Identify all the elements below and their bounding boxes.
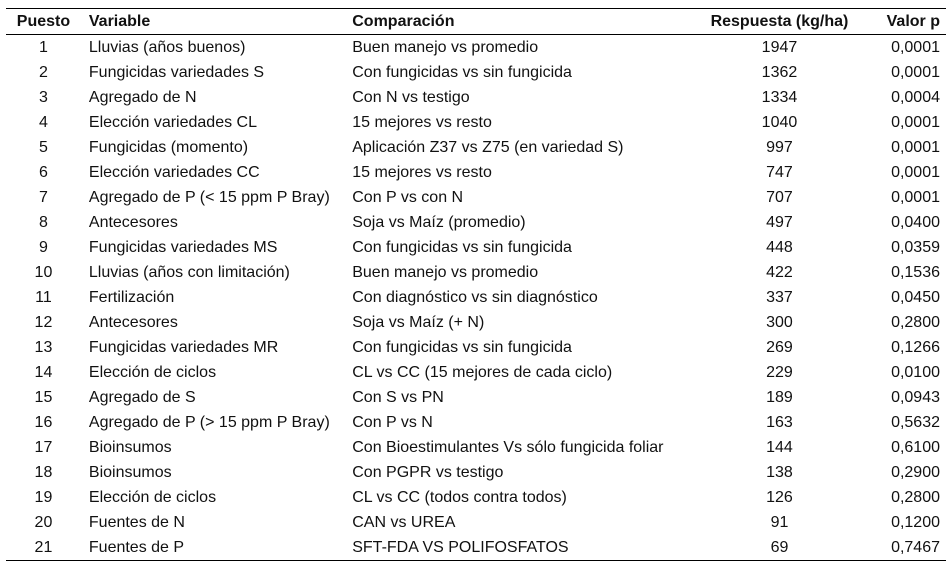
cell-rank: 20 bbox=[34, 513, 53, 531]
cell-comparison: Buen manejo vs promedio bbox=[352, 38, 539, 56]
cell-rank: 5 bbox=[38, 138, 48, 156]
cell-pvalue: 0,6100 bbox=[891, 438, 940, 456]
table-row bbox=[6, 160, 946, 185]
cell-comparison: Con diagnóstico vs sin diagnóstico bbox=[352, 288, 598, 306]
cell-variable: Elección de ciclos bbox=[88, 363, 217, 381]
table-row bbox=[6, 260, 946, 285]
cell-pvalue: 0,0001 bbox=[891, 163, 940, 181]
table-row bbox=[6, 510, 946, 535]
cell-rank: 18 bbox=[34, 463, 53, 481]
cell-response: 300 bbox=[766, 313, 793, 331]
cell-variable: Agregado de P (< 15 ppm P Bray) bbox=[88, 188, 330, 206]
cell-comparison: Con N vs testigo bbox=[352, 88, 470, 106]
cell-rank: 19 bbox=[34, 488, 53, 506]
cell-rank: 21 bbox=[34, 538, 53, 556]
cell-response: 1947 bbox=[761, 38, 798, 56]
cell-rank: 11 bbox=[35, 288, 52, 306]
table-row bbox=[6, 435, 946, 460]
table-row bbox=[6, 235, 946, 260]
cell-pvalue: 0,0943 bbox=[891, 388, 940, 406]
cell-variable: Antecesores bbox=[88, 313, 178, 331]
cell-response: 69 bbox=[770, 538, 789, 556]
cell-response: 144 bbox=[766, 438, 793, 456]
cell-comparison: Con fungicidas vs sin fungicida bbox=[352, 338, 572, 356]
cell-comparison: Con P vs N bbox=[352, 413, 433, 431]
cell-comparison: Con P vs con N bbox=[352, 188, 464, 206]
cell-variable: Elección de ciclos bbox=[88, 488, 217, 506]
cell-variable: Lluvias (años buenos) bbox=[88, 38, 246, 56]
cell-comparison: Buen manejo vs promedio bbox=[352, 263, 539, 281]
cell-comparison: Con fungicidas vs sin fungicida bbox=[352, 238, 572, 256]
cell-response: 997 bbox=[766, 138, 793, 156]
table-row bbox=[6, 185, 946, 210]
cell-pvalue: 0,0001 bbox=[891, 138, 940, 156]
table-row bbox=[6, 310, 946, 335]
cell-variable: Bioinsumos bbox=[88, 438, 172, 456]
cell-response: 269 bbox=[766, 338, 793, 356]
cell-response: 229 bbox=[766, 363, 793, 381]
cell-comparison: Con S vs PN bbox=[352, 388, 444, 406]
table-row bbox=[6, 485, 946, 510]
cell-variable: Fertilización bbox=[88, 288, 175, 306]
cell-comparison: Soja vs Maíz (promedio) bbox=[352, 213, 526, 231]
table-row bbox=[6, 535, 946, 561]
table-row bbox=[6, 360, 946, 385]
cell-comparison: 15 mejores vs resto bbox=[352, 113, 492, 131]
cell-pvalue: 0,0001 bbox=[891, 38, 940, 56]
cell-pvalue: 0,0359 bbox=[891, 238, 940, 256]
cell-pvalue: 0,2900 bbox=[891, 463, 940, 481]
cell-pvalue: 0,0450 bbox=[891, 288, 940, 306]
cell-rank: 3 bbox=[38, 88, 48, 106]
cell-rank: 9 bbox=[38, 238, 48, 256]
cell-rank: 13 bbox=[34, 338, 53, 356]
table-row bbox=[6, 135, 946, 160]
cell-response: 422 bbox=[766, 263, 793, 281]
cell-comparison: Aplicación Z37 vs Z75 (en variedad S) bbox=[352, 138, 624, 156]
cell-comparison: Con PGPR vs testigo bbox=[352, 463, 504, 481]
table-row bbox=[6, 335, 946, 360]
cell-variable: Fungicidas variedades MR bbox=[88, 338, 279, 356]
cell-variable: Bioinsumos bbox=[88, 463, 172, 481]
cell-response: 1334 bbox=[761, 88, 798, 106]
header-row bbox=[6, 9, 946, 35]
cell-rank: 12 bbox=[34, 313, 53, 331]
cell-response: 1362 bbox=[761, 63, 798, 81]
cell-response: 497 bbox=[766, 213, 793, 231]
cell-rank: 10 bbox=[34, 263, 53, 281]
cell-rank: 2 bbox=[38, 63, 48, 81]
cell-comparison: CAN vs UREA bbox=[352, 513, 456, 531]
cell-variable: Lluvias (años con limitación) bbox=[88, 263, 290, 281]
header-pvalue: Valor p bbox=[886, 12, 940, 30]
header-rank: Puesto bbox=[16, 12, 71, 30]
cell-rank: 14 bbox=[34, 363, 53, 381]
cell-pvalue: 0,7467 bbox=[891, 538, 940, 556]
table-row bbox=[6, 410, 946, 435]
cell-rank: 6 bbox=[38, 163, 48, 181]
cell-response: 189 bbox=[766, 388, 793, 406]
cell-variable: Elección variedades CL bbox=[88, 113, 257, 131]
cell-response: 747 bbox=[766, 163, 793, 181]
cell-variable: Fuentes de P bbox=[88, 538, 185, 556]
table-header bbox=[6, 9, 946, 35]
cell-rank: 4 bbox=[38, 113, 48, 131]
cell-response: 1040 bbox=[761, 113, 798, 131]
cell-pvalue: 0,0001 bbox=[891, 113, 940, 131]
cell-variable: Agregado de P (> 15 ppm P Bray) bbox=[88, 413, 330, 431]
table-row bbox=[6, 460, 946, 485]
cell-pvalue: 0,2800 bbox=[891, 313, 940, 331]
cell-rank: 17 bbox=[34, 438, 53, 456]
header-variable: Variable bbox=[88, 12, 151, 30]
cell-variable: Agregado de S bbox=[88, 388, 196, 406]
cell-response: 126 bbox=[766, 488, 793, 506]
cell-pvalue: 0,1200 bbox=[891, 513, 940, 531]
results-table bbox=[6, 8, 946, 561]
cell-pvalue: 0,0001 bbox=[891, 63, 940, 81]
cell-response: 707 bbox=[766, 188, 793, 206]
cell-pvalue: 0,1266 bbox=[891, 338, 940, 356]
cell-pvalue: 0,0004 bbox=[891, 88, 940, 106]
cell-comparison: CL vs CC (todos contra todos) bbox=[352, 488, 567, 506]
cell-comparison: Soja vs Maíz (+ N) bbox=[352, 313, 485, 331]
cell-response: 138 bbox=[766, 463, 793, 481]
cell-rank: 8 bbox=[38, 213, 48, 231]
cell-variable: Fungicidas variedades S bbox=[88, 63, 265, 81]
cell-pvalue: 0,0400 bbox=[891, 213, 940, 231]
cell-variable: Elección variedades CC bbox=[88, 163, 260, 181]
header-response: Respuesta (kg/ha) bbox=[710, 12, 849, 30]
cell-pvalue: 0,2800 bbox=[891, 488, 940, 506]
cell-rank: 15 bbox=[34, 388, 53, 406]
cell-pvalue: 0,5632 bbox=[891, 413, 940, 431]
cell-pvalue: 0,0001 bbox=[891, 188, 940, 206]
cell-comparison: Con fungicidas vs sin fungicida bbox=[352, 63, 572, 81]
cell-variable: Fungicidas variedades MS bbox=[88, 238, 278, 256]
table-row bbox=[6, 285, 946, 310]
cell-variable: Fungicidas (momento) bbox=[88, 138, 249, 156]
header-comparison: Comparación bbox=[352, 12, 455, 30]
table-row bbox=[6, 85, 946, 110]
cell-pvalue: 0,1536 bbox=[891, 263, 940, 281]
cell-response: 337 bbox=[766, 288, 793, 306]
cell-variable: Fuentes de N bbox=[88, 513, 185, 531]
table-body bbox=[6, 35, 946, 561]
table-row bbox=[6, 385, 946, 410]
cell-rank: 16 bbox=[34, 413, 53, 431]
cell-response: 91 bbox=[770, 513, 789, 531]
cell-variable: Agregado de N bbox=[88, 88, 197, 106]
cell-comparison: SFT-FDA VS POLIFOSFATOS bbox=[352, 538, 569, 556]
table-row bbox=[6, 35, 946, 61]
table-row bbox=[6, 210, 946, 235]
table-row bbox=[6, 60, 946, 85]
cell-comparison: Con Bioestimulantes Vs sólo fungicida foliar bbox=[352, 438, 664, 456]
cell-variable: Antecesores bbox=[88, 213, 178, 231]
cell-rank: 7 bbox=[38, 188, 48, 206]
cell-response: 448 bbox=[766, 238, 793, 256]
cell-comparison: 15 mejores vs resto bbox=[352, 163, 492, 181]
cell-comparison: CL vs CC (15 mejores de cada ciclo) bbox=[352, 363, 613, 381]
cell-rank: 1 bbox=[38, 38, 48, 56]
cell-response: 163 bbox=[766, 413, 793, 431]
cell-pvalue: 0,0100 bbox=[891, 363, 940, 381]
table-row bbox=[6, 110, 946, 135]
